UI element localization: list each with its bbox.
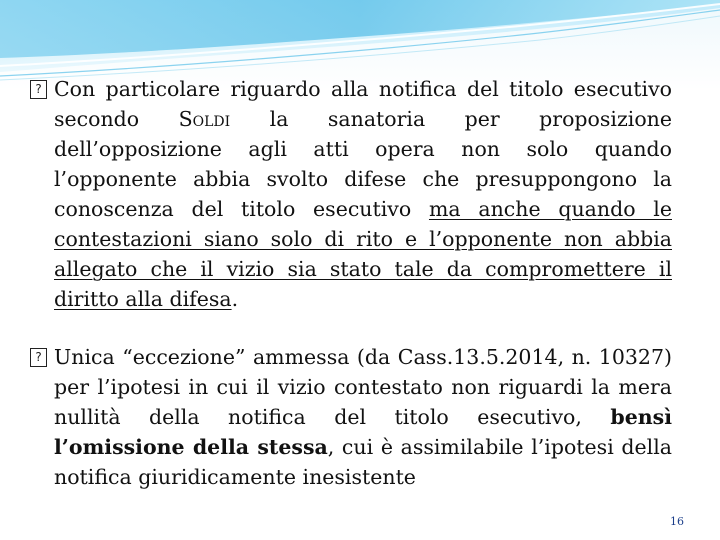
slide-body <box>30 74 672 492</box>
page-number: 16 <box>670 515 684 528</box>
paragraph-1-underlined-text: ma anche quando le contestazioni siano solo di rito e l’opponente non abbia allegato che il vizio sia stato tale da compromettere il diritto alla difesa <box>54 197 672 311</box>
paragraph-2-text-end: , cui è assimilabile l’ipotesi della notifica giuridicamente inesistente <box>54 435 672 489</box>
author-name-soldi: Soldi <box>178 107 231 131</box>
paragraph-1-text-middle: la sanatoria per proposizione dell’opposizione agli atti opera non solo quando l’opponente abbia svolto difese che presuppongono la conoscenza del titolo esecutivo <box>54 107 672 221</box>
missing-glyph-square-icon: ? <box>30 80 47 99</box>
paragraph-2-text-start: Unica “eccezione” ammessa (da Cass.13.5.2014, n. 10327) per l’ipotesi in cui il vizio contestato non riguardi la mera nullità della notifica del titolo esecutivo, <box>54 345 672 429</box>
bullet-paragraph-2 <box>30 342 672 492</box>
paragraph-2-bold-text: bensì l’omissione della stessa <box>54 405 672 459</box>
paragraph-1-text-start: Con particolare riguardo alla notifica del titolo esecutivo secondo <box>54 77 672 131</box>
bullet-paragraph-1 <box>30 74 672 314</box>
missing-glyph-square-icon: ? <box>30 348 47 367</box>
paragraph-1-text-end: . <box>231 287 239 311</box>
